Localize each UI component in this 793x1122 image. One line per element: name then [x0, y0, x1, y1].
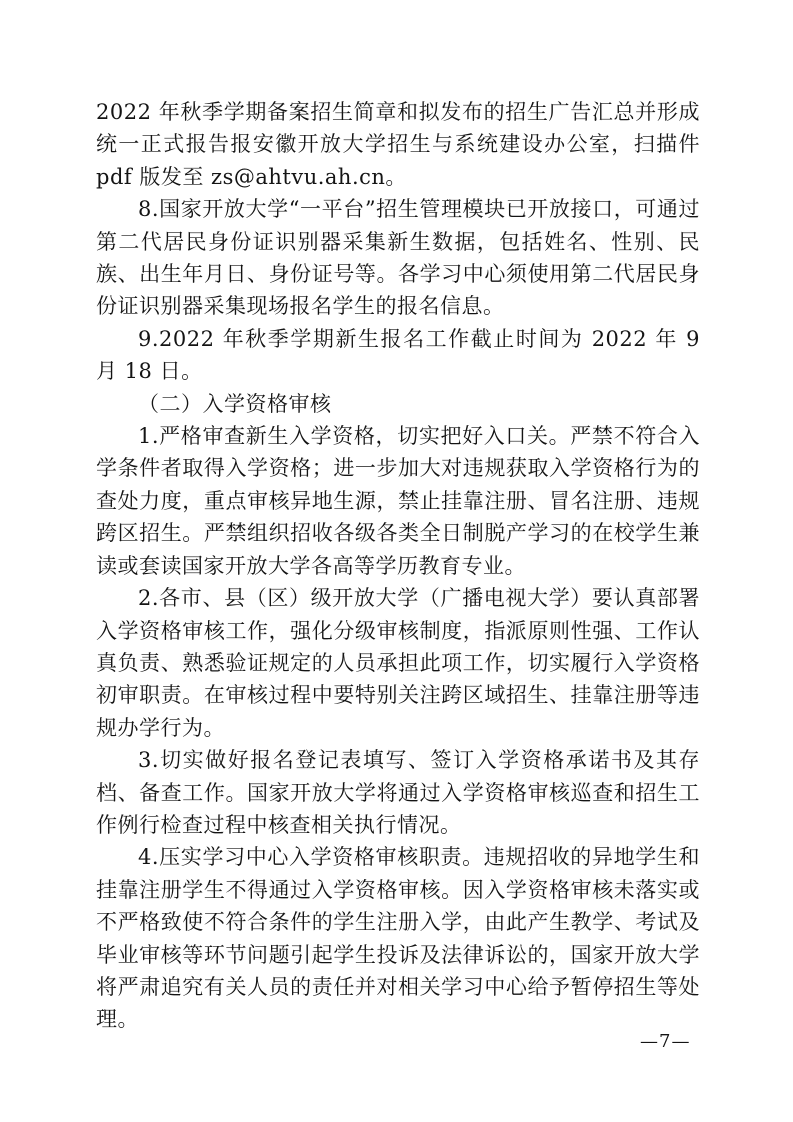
document-body — [96, 96, 700, 1036]
paragraph-item-1: 1.严格审查新生入学资格，切实把好入口关。严禁不符合入学条件者取得入学资格；进一步加大对违规获取入学资格行为的查处力度，重点审核异地生源，禁止挂靠注册、冒名注册、违规跨区招生。严禁组织招收各级各类全日制脱产学习的在校学生兼读或套读国家开放大学各高等学历教育专业。 — [96, 424, 700, 578]
paragraph-item-4: 4.压实学习中心入学资格审核职责。违规招收的异地学生和挂靠注册学生不得通过入学资格审核。因入学资格审核未落实或不严格致使不符合条件的学生注册入学，由此产生教学、考试及毕业审核等环节问题引起学生投诉及法律诉讼的，国家开放大学将严肃追究有关人员的责任并对相关学习中心给予暂停招生等处理。 — [96, 845, 700, 1032]
section-heading: （二）入学资格审核 — [138, 391, 332, 416]
paragraph-item-2: 2.各市、县（区）级开放大学（广播电视大学）要认真部署入学资格审核工作，强化分级审核制度，指派原则性强、工作认真负责、熟悉验证规定的人员承担此项工作，切实履行入学资格初审职责。在审核过程中要特别关注跨区域招生、挂靠注册等违规办学行为。 — [96, 586, 700, 740]
paragraph-item-8: 8.国家开放大学“一平台”招生管理模块已开放接口，可通过第二代居民身份证识别器采集新生数据，包括姓名、性别、民族、出生年月日、身份证号等。各学习中心须使用第二代居民身份证识别器采集现场报名学生的报名信息。 — [96, 197, 700, 319]
page-number: —7— — [640, 1031, 691, 1052]
paragraph-item-3: 3.切实做好报名登记表填写、签订入学资格承诺书及其存档、备查工作。国家开放大学将通过入学资格审核巡查和招生工作例行检查过程中核查相关执行情况。 — [96, 748, 700, 837]
paragraph-item-9: 9.2022 年秋季学期新生报名工作截止时间为 2022 年 9 月 18 日。 — [96, 326, 700, 384]
paragraph-continued: 2022 年秋季学期备案招生简章和拟发布的招生广告汇总并形成统一正式报告报安徽开放大学招生与系统建设办公室，扫描件 pdf 版发至 zs@ahtvu.ah.cn。 — [96, 100, 700, 189]
